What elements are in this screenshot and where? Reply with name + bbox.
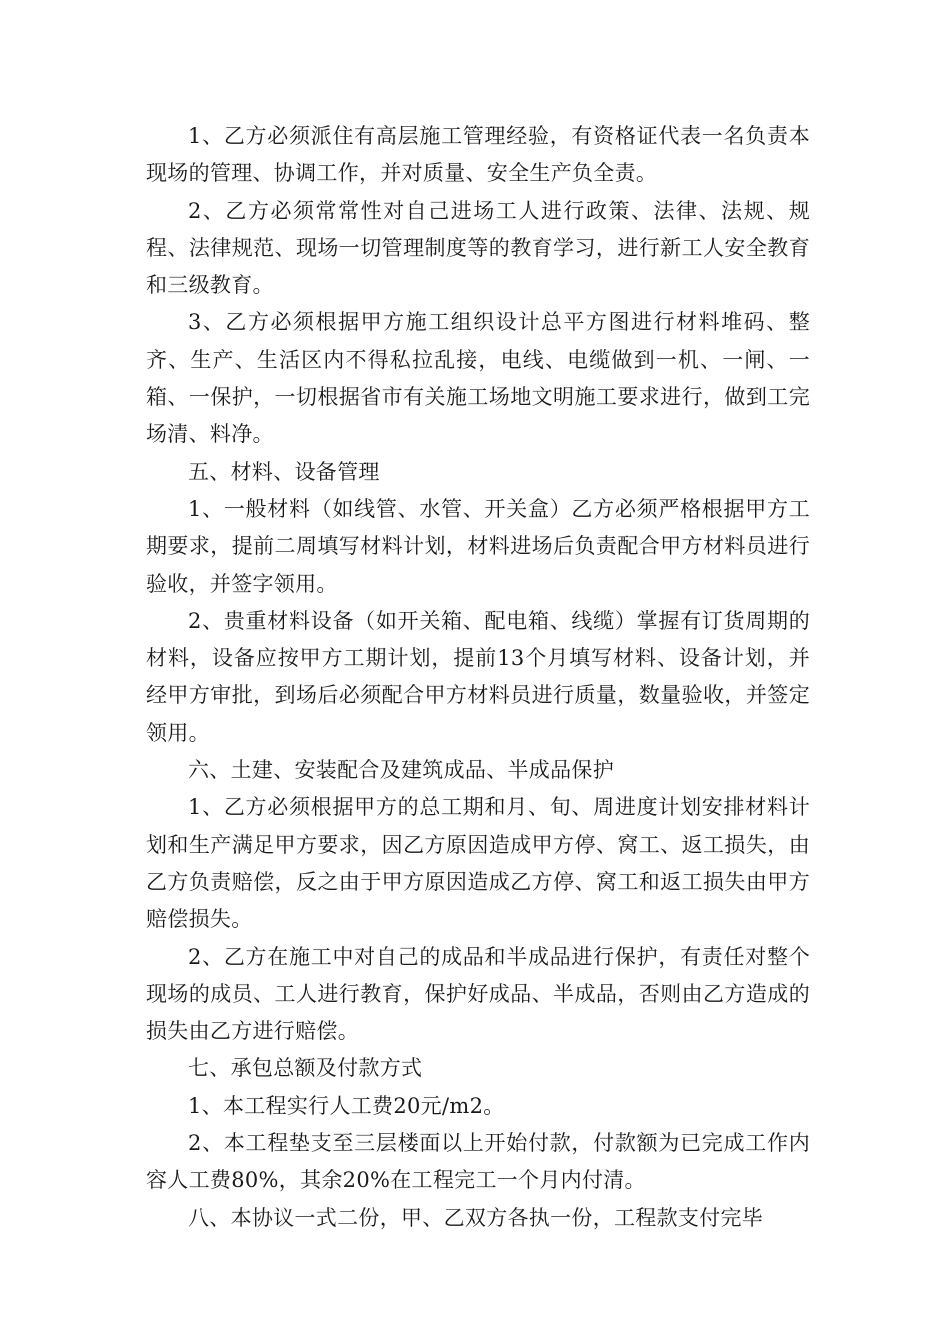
section-heading: 七、承包总额及付款方式 <box>188 1056 423 1081</box>
clause-paragraph: 1、乙方必须派住有高层施工管理经验，有资格证代表一名负责本现场的管理、协调工作，并对质量、安全生产负全责。 <box>146 124 810 186</box>
clause-paragraph: 2、贵重材料设备（如开关箱、配电箱、线缆）掌握有订货周期的材料，设备应按甲方工期计划，提前13个月填写材料、设备计划，并经甲方审批，到场后必须配合甲方材料员进行质量，数量验收，并签定领用。 <box>146 608 810 745</box>
section-heading: 五、材料、设备管理 <box>188 459 380 484</box>
clause-paragraph: 2、本工程垫支至三层楼面以上开始付款，付款额为已完成工作内容人工费80%，其余20%在工程完工一个月内付清。 <box>146 1131 810 1193</box>
clause-paragraph: 3、乙方必须根据甲方施工组织设计总平方图进行材料堆码、整齐、生产、生活区内不得私拉乱接，电线、电缆做到一机、一闸、一箱、一保护，一切根据省市有关施工场地文明施工要求进行，做到工完场清、料净。 <box>146 310 810 447</box>
clause-paragraph: 2、乙方必须常常性对自己进场工人进行政策、法律、法规、规程、法律规范、现场一切管理制度等的教育学习，进行新工人安全教育和三级教育。 <box>146 198 810 298</box>
clause-paragraph: 八、本协议一式二份，甲、乙双方各执一份，工程款支付完毕 <box>188 1205 764 1230</box>
clause-paragraph: 2、乙方在施工中对自己的成品和半成品进行保护，有责任对整个现场的成员、工人进行教育，保护好成品、半成品，否则由乙方造成的损失由乙方进行赔偿。 <box>146 944 810 1044</box>
clause-paragraph: 1、一般材料（如线管、水管、开关盒）乙方必须严格根据甲方工期要求，提前二周填写材料计划，材料进场后负责配合甲方材料员进行验收，并签字领用。 <box>146 496 810 596</box>
document-body <box>146 118 810 1237</box>
section-heading: 六、土建、安装配合及建筑成品、半成品保护 <box>188 758 614 783</box>
clause-paragraph: 1、本工程实行人工费20元/m2。 <box>188 1093 505 1118</box>
clause-paragraph: 1、乙方必须根据甲方的总工期和月、旬、周进度计划安排材料计划和生产满足甲方要求，因乙方原因造成甲方停、窝工、返工损失，由乙方负责赔偿，反之由于甲方原因造成乙方停、窝工和返工损失由甲方赔偿损失。 <box>146 795 810 932</box>
